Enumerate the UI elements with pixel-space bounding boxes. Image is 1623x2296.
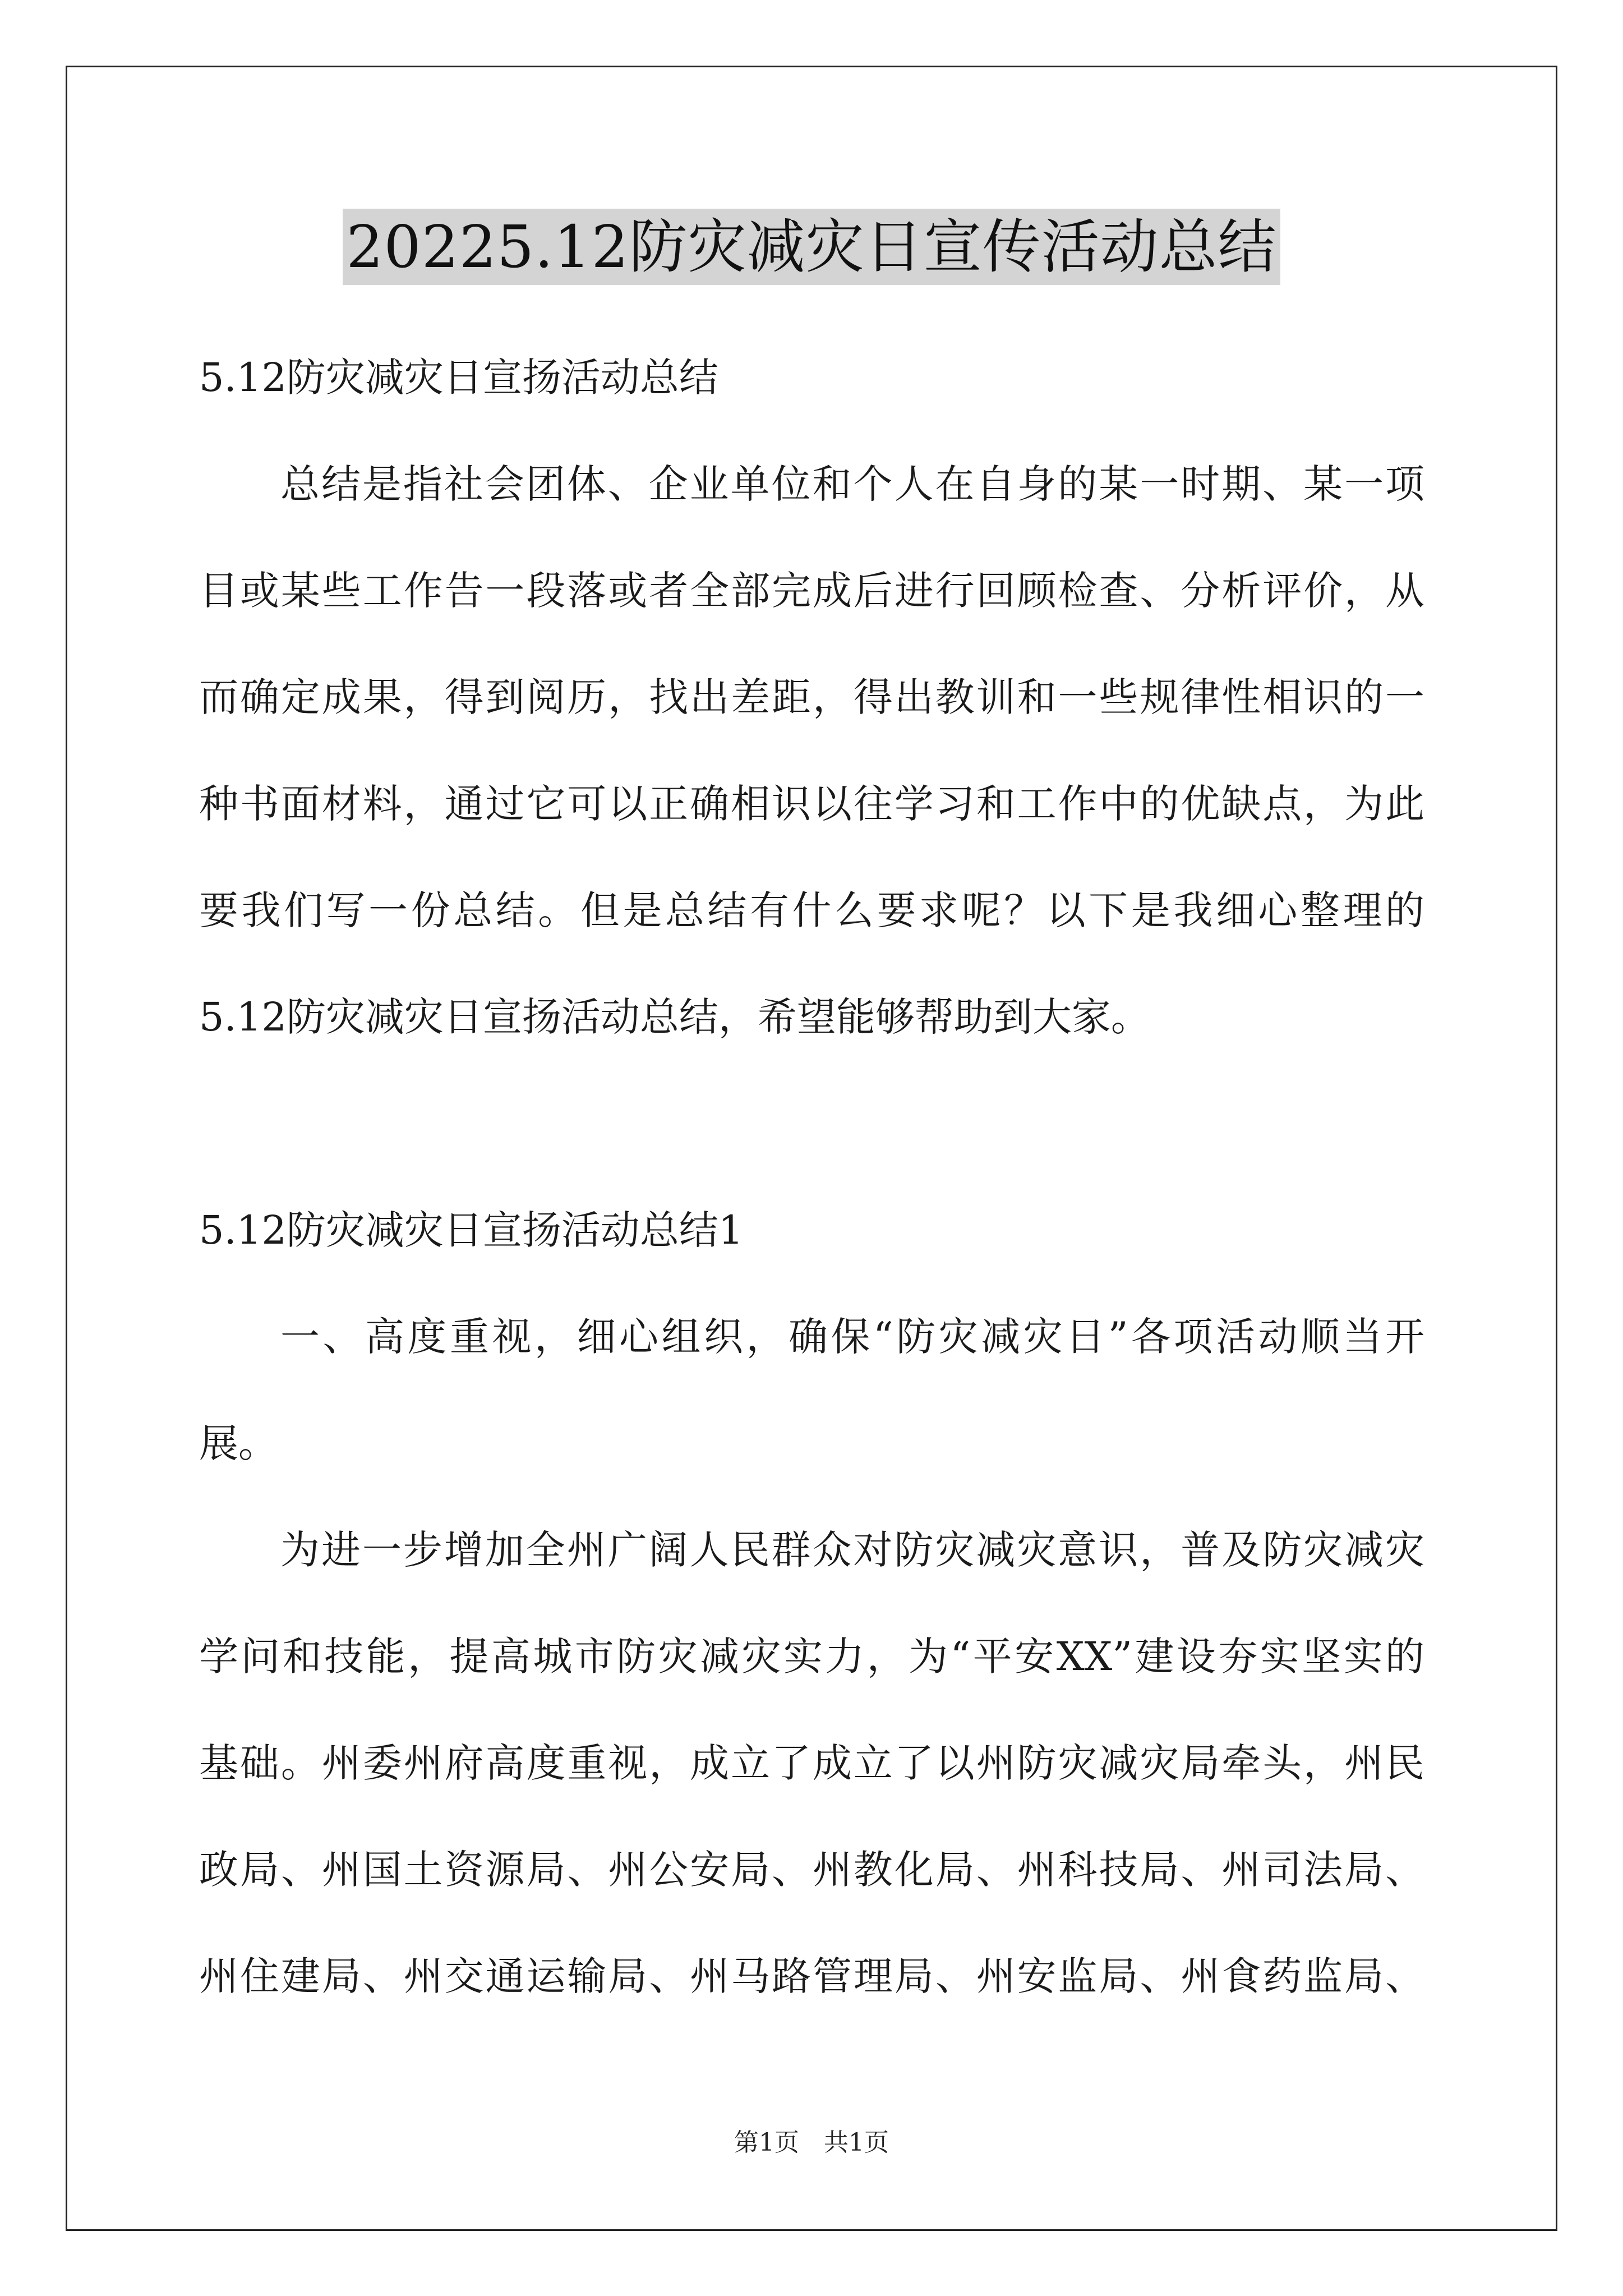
paragraph-line: 为进一步增加全州广阔人民群众对防灾减灾意识，普及防灾减灾 (280, 1527, 1424, 1573)
subtitle-line: 5.12防灾减灾日宣扬活动总结 (199, 355, 718, 401)
title-container (0, 209, 1623, 285)
paragraph-line: 要我们写一份总结。但是总结有什么要求呢？以下是我细心整理的 (199, 887, 1424, 933)
paragraph-line: 目或某些工作告一段落或者全部完成后进行回顾检查、分析评价，从 (199, 568, 1424, 614)
section-heading: 5.12防灾减灾日宣扬活动总结1 (199, 1207, 744, 1253)
paragraph-line: 学问和技能，提高城市防灾减灾实力，为“平安XX”建设夯实坚实的 (199, 1634, 1424, 1680)
page-number-footer: 第1页 共1页 (734, 2128, 889, 2157)
paragraph-line: 州住建局、州交通运输局、州马路管理局、州安监局、州食药监局、 (199, 1953, 1424, 1999)
paragraph-line: 展。 (199, 1420, 278, 1466)
paragraph-line: 政局、州国土资源局、州公安局、州教化局、州科技局、州司法局、 (199, 1847, 1424, 1893)
document-title: 20225.12防灾减灾日宣传活动总结 (343, 209, 1280, 285)
paragraph-line: 一、高度重视，细心组织，确保“防灾减灾日”各项活动顺当开 (280, 1314, 1424, 1360)
paragraph-line: 而确定成果，得到阅历，找出差距，得出教训和一些规律性相识的一 (199, 674, 1424, 720)
paragraph-line: 种书面材料，通过它可以正确相识以往学习和工作中的优缺点，为此 (199, 781, 1424, 827)
paragraph-line: 基础。州委州府高度重视，成立了成立了以州防灾减灾局牵头，州民 (199, 1740, 1424, 1786)
paragraph-line: 5.12防灾减灾日宣扬活动总结，希望能够帮助到大家。 (199, 994, 1150, 1040)
paragraph-line: 总结是指社会团体、企业单位和个人在自身的某一时期、某一项 (280, 461, 1424, 507)
